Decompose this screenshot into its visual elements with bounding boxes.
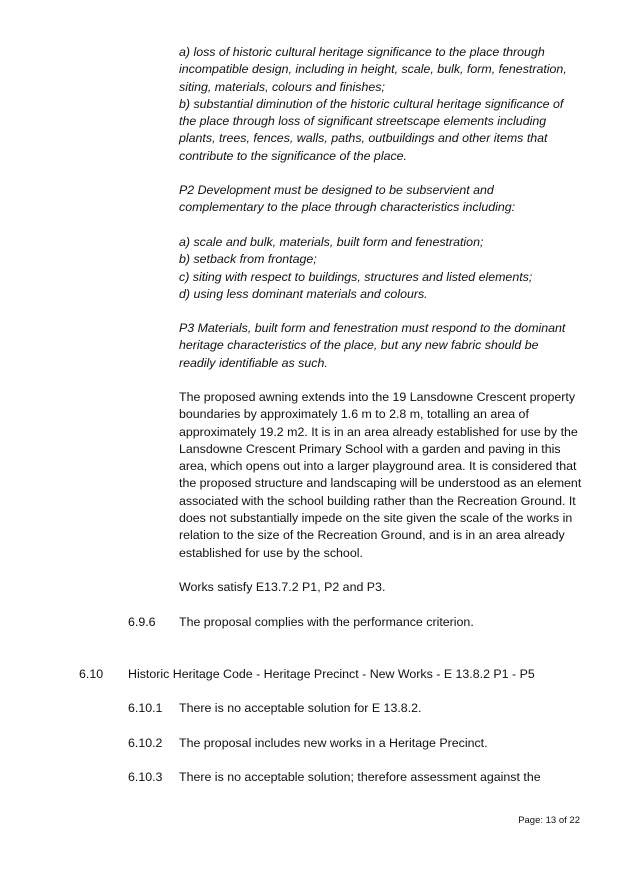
criteria-p2-item: a) scale and bulk, materials, built form and fenestration; — [179, 235, 484, 249]
section-number: 6.10 — [79, 667, 104, 681]
assessment-line: area, which opens out into a larger playground area. It is considered that — [179, 459, 577, 474]
criteria-p1 — [179, 44, 584, 165]
criteria-p1-line: plants, trees, fences, walls, paths, outbuildings and other items that — [179, 131, 548, 146]
criteria-p1-line: a) loss of historic cultural heritage significance to the place through — [179, 45, 545, 59]
assessment-line: approximately 19.2 m2. It is in an area already established for use by the — [179, 424, 578, 439]
clause-text: The proposal includes new works in a Heritage Precinct. — [179, 736, 488, 750]
assessment-line: the proposed structure and landscaping will be understood as an element — [179, 476, 582, 491]
criteria-p2-intro-line: P2 Development must be designed to be subservient and — [179, 183, 494, 197]
criteria-p2-item: d) using less dominant materials and colours. — [179, 286, 428, 301]
criteria-p2-item: b) setback from frontage; — [179, 252, 317, 267]
criteria-p3-line: P3 Materials, built form and fenestration must respond to the dominant — [179, 321, 566, 335]
page-number: Page: 13 of 22 — [518, 815, 580, 826]
assessment-line: does not substantially impede on the site given the scale of the works in — [179, 511, 573, 526]
assessment-conclusion-text: Works satisfy E13.7.2 P1, P2 and P3. — [179, 580, 386, 594]
assessment-line: associated with the school building rather than the Recreation Ground. It — [179, 493, 576, 508]
criteria-p3 — [179, 320, 584, 372]
criteria-p3-line: readily identifiable as such. — [179, 355, 328, 370]
criteria-p2-item: c) siting with respect to buildings, structures and listed elements; — [179, 269, 533, 284]
criteria-p3-line: heritage characteristics of the place, but any new fabric should be — [179, 338, 539, 353]
criteria-p2-intro — [179, 182, 584, 217]
criteria-p1-line: the place through loss of significant streetscape elements including — [179, 114, 547, 129]
clause-number: 6.10.2 — [128, 736, 163, 750]
assessment-line: boundaries by approximately 1.6 m to 2.8 m, totalling an area of — [179, 407, 529, 422]
criteria-p1-line: b) substantial diminution of the historic cultural heritage significance of — [179, 96, 564, 111]
assessment-line: relation to the size of the Recreation Ground, and is in an area already — [179, 528, 565, 543]
section-title: Historic Heritage Code - Heritage Precinct - New Works - E 13.8.2 P1 - P5 — [128, 667, 535, 681]
criteria-p2-intro-line: complementary to the place through characteristics including: — [179, 200, 516, 215]
clause-number: 6.10.1 — [128, 701, 163, 715]
assessment-line: Lansdowne Crescent Primary School with a garden and paving in this — [179, 441, 561, 456]
assessment-paragraph — [179, 389, 584, 562]
criteria-p1-line: siting, materials, colours and finishes; — [179, 79, 385, 94]
clause-number: 6.9.6 — [128, 615, 156, 629]
clause-text: There is no acceptable solution; therefore assessment against the — [179, 770, 541, 784]
assessment-conclusion — [179, 579, 584, 596]
criteria-p1-line: contribute to the significance of the place. — [179, 148, 407, 163]
clause-number: 6.10.3 — [128, 770, 163, 784]
clause-text: The proposal complies with the performance criterion. — [179, 615, 474, 629]
criteria-p2-list — [179, 234, 584, 303]
clause-text: There is no acceptable solution for E 13.8.2. — [179, 701, 422, 715]
assessment-line: established for use by the school. — [179, 545, 363, 560]
assessment-line: The proposed awning extends into the 19 Lansdowne Crescent property — [179, 390, 576, 404]
criteria-p1-line: incompatible design, including in height, scale, bulk, form, fenestration, — [179, 62, 567, 77]
